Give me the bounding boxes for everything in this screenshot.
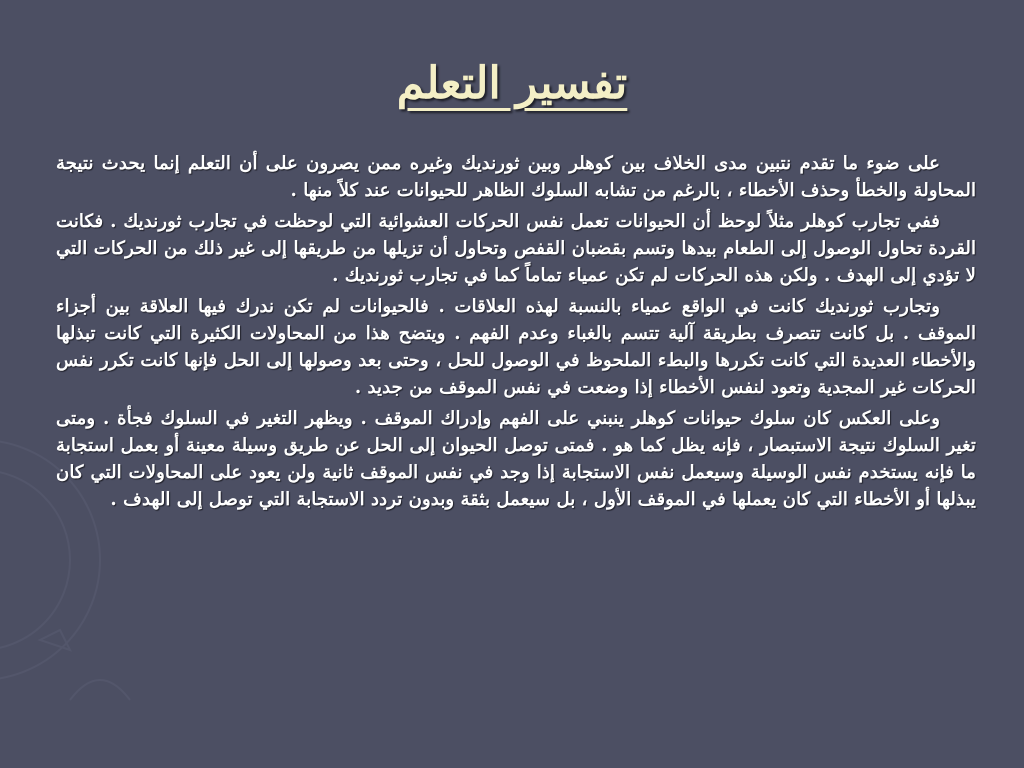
body-paragraph-3: وتجارب ثورنديك كانت في الواقع عمياء بالنسبة لهذه العلاقات . فالحيوانات لم تكن ندرك فيها العلاقة بين أجزاء الموقف . بل كانت تتصرف بطريقة آلية تتسم بالغباء وعدم الفهم . ويتضح هذا من المحاولات الكثيرة التي كانت تبذلها والأخطاء العديدة التي كانت تكررها والبطء الملحوظ في الوصول للحل ، وحتى بعد وصولها إلى الحل فإنها كانت تكرر نفس الحركات غير المجدية وتعود لنفس الأخطاء إذا وضعت في نفس الموقف من جديد . [56,296,976,398]
body-paragraph-2: ففي تجارب كوهلر مثلاً لوحظ أن الحيوانات تعمل نفس الحركات العشوائية التي لوحظت في تجارب ثورنديك . فكانت القردة تحاول الوصول إلى الطعام بيدها وتسم بقضبان القفص وتحاول أن تزيلها من طريقها إلى غير ذلك من الحركات التي لا تؤدي إلى الهدف . ولكن هذه الحركات لم تكن عمياء تماماً كما في تجارب ثورنديك . [56,211,976,286]
slide-title-text: تفسير التعلم [396,58,628,109]
body-paragraph-4: وعلى العكس كان سلوك حيوانات كوهلر ينبني على الفهم وإدراك الموقف . ويظهر التغير في السلوك فجأة . ومتى تغير السلوك نتيجة الاستبصار ، فإنه يظل كما هو . فمتى توصل الحيوان إلى الحل عن طريق وسيلة معينة أو بعمل استجابة ما فإنه يستخدم نفس الوسيلة وسيعمل نفس الاستجابة إذا وجد في نفس الموقف ثانية ولن يعود على المحاولات التي كان يبذلها أو الأخطاء التي كان يعملها في الموقف الأول ، بل سيعمل بثقة وبدون تردد الاستجابة التي توصل إلى الهدف . [56,408,976,510]
slide-title [0,58,1024,109]
body-paragraph-1: على ضوء ما تقدم نتبين مدى الخلاف بين كوهلر وبين ثورنديك وغيره ممن يصرون على أن التعلم إنما يحدث نتيجة المحاولة والخطأ وحذف الأخطاء ، بالرغم من تشابه السلوك الظاهر للحيوانات عند كلاً منها . [56,153,976,201]
slide-body [56,150,976,517]
